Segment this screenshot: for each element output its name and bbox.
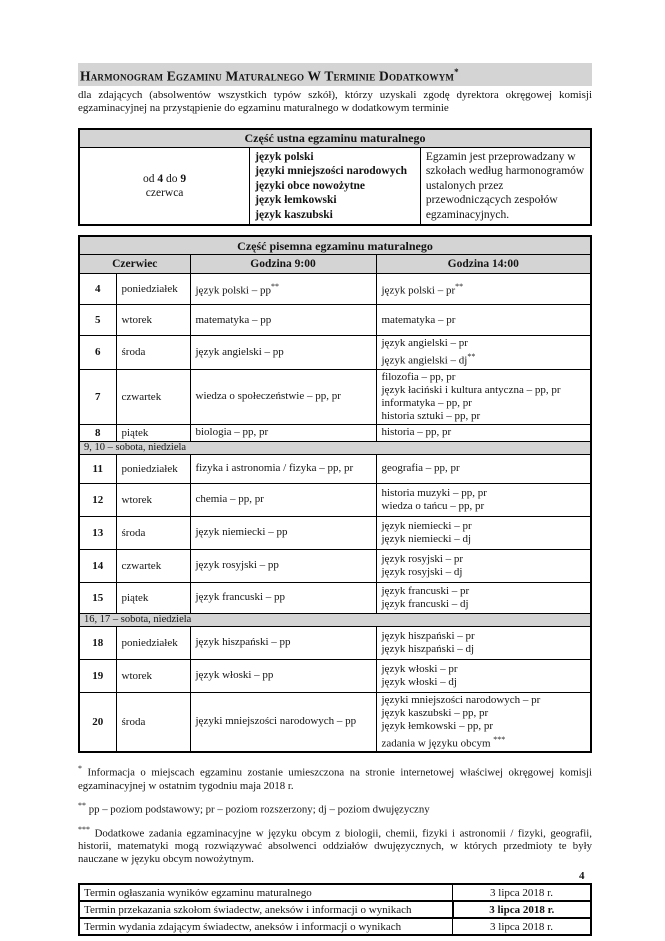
page-subtitle: dla zdających (absolwentów wszystkich typów szkół), którzy uzyskali zgodę dyrektora okręgowej komisji egzaminacyjnej na przystąpienie do egzaminu maturalnego w dodatkowym terminie <box>78 88 592 114</box>
subject-text: język rosyjski – pr <box>381 552 464 565</box>
subject-text: język hiszpański – pp <box>195 636 291 649</box>
column-header-morning: Godzina 9:00 <box>190 255 376 274</box>
date-word: do <box>166 172 178 185</box>
page-content <box>78 63 592 936</box>
column-header-afternoon: Godzina 14:00 <box>376 255 591 274</box>
weekday-cell: wtorek <box>116 305 190 336</box>
oral-subject: język polski <box>255 150 314 163</box>
weekday-cell: poniedziałek <box>116 454 190 483</box>
footnote-text: pp – poziom podstawowy; pr – poziom rozszerzony; dj – poziom dwujęzyczny <box>88 803 430 816</box>
exam-row <box>79 274 591 305</box>
morning-cell <box>190 483 376 516</box>
day-cell: 5 <box>79 305 116 336</box>
subject-text: język angielski – dj <box>381 354 468 367</box>
afternoon-cell <box>376 626 591 659</box>
subject-text: język włoski – pr <box>381 662 458 675</box>
result-label: Termin wydania zdającym świadectw, aneksów i informacji o wynikach <box>79 918 453 935</box>
morning-cell <box>190 274 376 305</box>
weekday-cell: wtorek <box>116 483 190 516</box>
subject-text: język polski – pr <box>381 284 456 297</box>
oral-table-title: Część ustna egzaminu maturalnego <box>79 129 591 148</box>
subject-text: język hiszpański – dj <box>381 642 475 655</box>
exam-row <box>79 582 591 613</box>
oral-table-header-row <box>79 129 591 148</box>
date-month: czerwca <box>145 186 184 199</box>
footnote-ref: ** <box>455 282 464 292</box>
exam-row <box>79 483 591 516</box>
exam-row <box>79 549 591 582</box>
subject-text: wiedza o tańcu – pp, pr <box>381 499 485 512</box>
footnote-ref: *** <box>493 734 506 744</box>
exam-row <box>79 369 591 424</box>
day-cell: 12 <box>79 483 116 516</box>
result-label: Termin przekazania szkołom świadectw, aneksów i informacji o wynikach <box>79 901 453 918</box>
day-cell: 18 <box>79 626 116 659</box>
afternoon-cell <box>376 369 591 424</box>
afternoon-cell <box>376 336 591 370</box>
footnote <box>78 762 592 793</box>
oral-subject: języki obce nowożytne <box>255 179 366 192</box>
subject-text: historia muzyki – pp, pr <box>381 486 487 499</box>
morning-cell <box>190 369 376 424</box>
exam-row <box>79 305 591 336</box>
oral-note-cell: Egzamin jest przeprowadzany w szkołach według harmonogramów ustalonych przez przewodniczących zespołów egzaminacyjnych. <box>420 147 591 225</box>
written-table-title: Część pisemna egzaminu maturalnego <box>79 236 591 255</box>
oral-table-body-row <box>79 147 591 225</box>
page-number: 4 <box>579 870 585 882</box>
afternoon-cell <box>376 454 591 483</box>
weekday-cell: środa <box>116 336 190 370</box>
footnote-text: Dodatkowe zadania egzaminacyjne w języku obcym z biologii, chemii, fizyki i astronomii / fizyki, geografii, historii, matematyki mogą rozwiązywać absolwenci oddziałów dwujęzycznych, w których przedmioty te były nauczane w języku obcym nowożytnym. <box>78 827 592 866</box>
result-row <box>79 901 591 918</box>
day-cell: 7 <box>79 369 116 424</box>
written-table-header-row <box>79 236 591 255</box>
subject-text: język łemkowski – pp, pr <box>381 719 494 732</box>
day-cell: 8 <box>79 424 116 441</box>
morning-cell <box>190 626 376 659</box>
oral-subject: język kaszubski <box>255 208 333 221</box>
afternoon-cell <box>376 549 591 582</box>
result-date: 3 lipca 2018 r. <box>453 884 592 901</box>
footnote-marker: *** <box>78 824 90 834</box>
morning-cell <box>190 582 376 613</box>
weekday-cell: wtorek <box>116 659 190 692</box>
exam-row <box>79 659 591 692</box>
morning-cell <box>190 692 376 752</box>
day-cell: 4 <box>79 274 116 305</box>
morning-cell <box>190 659 376 692</box>
weekend-band-label: 9, 10 – sobota, niedziela <box>79 441 591 454</box>
result-date: 3 lipca 2018 r. <box>453 918 592 935</box>
footnote-text: Informacja o miejscach egzaminu zostanie umieszczona na stronie internetowej właściwej okręgowej komisji egzaminacyjnej w ostatnim tygodniu maja 2018 r. <box>78 766 592 792</box>
footnote-ref: ** <box>270 282 279 292</box>
written-exam-table <box>78 235 592 753</box>
subject-text: język angielski – pr <box>381 337 468 349</box>
results-dates-table <box>78 883 592 936</box>
subject-text: język polski – pp <box>195 284 271 297</box>
date-day-from: 4 <box>157 172 164 185</box>
weekday-cell: piątek <box>116 582 190 613</box>
weekend-band <box>79 613 591 626</box>
day-cell: 6 <box>79 336 116 370</box>
afternoon-cell <box>376 692 591 752</box>
afternoon-cell <box>376 516 591 549</box>
weekday-cell: czwartek <box>116 369 190 424</box>
subject-text: języki mniejszości narodowych – pp <box>195 715 357 728</box>
weekday-cell: czwartek <box>116 549 190 582</box>
oral-subject: język łemkowski <box>255 194 337 206</box>
subject-text: język niemiecki – dj <box>381 532 471 545</box>
subject-text: chemia – pp, pr <box>195 493 264 506</box>
subject-text: filozofia – pp, pr <box>381 370 456 383</box>
footnote-ref: ** <box>467 352 476 361</box>
morning-cell <box>190 454 376 483</box>
day-cell: 19 <box>79 659 116 692</box>
subject-text: języki mniejszości narodowych – pr <box>381 693 541 706</box>
morning-cell <box>190 424 376 441</box>
afternoon-cell <box>376 483 591 516</box>
morning-cell <box>190 516 376 549</box>
subject-text: język łaciński i kultura antyczna – pp, pr <box>381 383 561 396</box>
morning-cell <box>190 305 376 336</box>
subject-text: informatyka – pp, pr <box>381 396 472 409</box>
title-footnote-marker: * <box>454 67 459 77</box>
date-word: od <box>143 172 155 185</box>
oral-subjects-cell <box>250 147 421 225</box>
footnote-marker: * <box>78 764 82 774</box>
weekday-cell: środa <box>116 516 190 549</box>
weekday-cell: poniedziałek <box>116 626 190 659</box>
afternoon-cell <box>376 305 591 336</box>
afternoon-cell <box>376 659 591 692</box>
subject-text: język hiszpański – pr <box>381 629 475 642</box>
weekend-band <box>79 441 591 454</box>
subject-text: język francuski – pp <box>195 591 285 604</box>
weekday-cell: piątek <box>116 424 190 441</box>
subject-text: biologia – pp, pr <box>195 426 269 439</box>
subject-text: język niemiecki – pp <box>195 526 288 539</box>
day-cell: 15 <box>79 582 116 613</box>
footnote <box>78 799 592 817</box>
oral-subject: języki mniejszości narodowych <box>255 165 407 177</box>
subject-text: język włoski – dj <box>381 675 457 688</box>
morning-cell <box>190 336 376 370</box>
afternoon-cell <box>376 424 591 441</box>
page-title <box>78 63 592 86</box>
subject-text: język francuski – dj <box>381 597 469 610</box>
column-header-month: Czerwiec <box>79 255 190 274</box>
day-cell: 20 <box>79 692 116 752</box>
subject-text: matematyka – pp <box>195 313 272 326</box>
day-cell: 13 <box>79 516 116 549</box>
subject-text: fizyka i astronomia / fizyka – pp, pr <box>195 462 354 475</box>
day-cell: 11 <box>79 454 116 483</box>
subject-text: język włoski – pp <box>195 669 274 682</box>
exam-row <box>79 516 591 549</box>
afternoon-cell <box>376 274 591 305</box>
result-row <box>79 884 591 901</box>
subject-text: matematyka – pr <box>381 313 456 326</box>
subject-text: język angielski – pp <box>195 345 284 358</box>
subject-text: język kaszubski – pp, pr <box>381 706 489 719</box>
day-cell: 14 <box>79 549 116 582</box>
exam-row <box>79 626 591 659</box>
subject-text: geografia – pp, pr <box>381 462 460 475</box>
subject-text: zadania w języku obcym <box>381 737 494 750</box>
oral-date-cell <box>79 147 250 225</box>
weekday-cell: środa <box>116 692 190 752</box>
date-day-to: 9 <box>180 172 187 185</box>
exam-row <box>79 424 591 441</box>
subject-text: historia – pp, pr <box>381 426 452 439</box>
exam-row <box>79 454 591 483</box>
result-label: Termin ogłaszania wyników egzaminu maturalnego <box>79 884 453 901</box>
weekday-cell: poniedziałek <box>116 274 190 305</box>
footnotes-section <box>78 762 592 866</box>
result-date: 3 lipca 2018 r. <box>453 901 592 918</box>
footnote-marker: ** <box>78 800 86 810</box>
exam-row <box>79 336 591 370</box>
oral-exam-table <box>78 128 592 227</box>
subject-text: język francuski – pr <box>381 584 470 597</box>
page-title-text: Harmonogram Egzaminu Maturalnego W Terminie Dodatkowym <box>80 68 455 84</box>
subject-text: język rosyjski – dj <box>381 565 463 578</box>
subject-text: historia sztuki – pp, pr <box>381 409 481 422</box>
weekend-band-label: 16, 17 – sobota, niedziela <box>79 613 591 626</box>
subject-text: język rosyjski – pp <box>195 559 279 572</box>
subject-text: wiedza o społeczeństwie – pp, pr <box>195 390 341 403</box>
morning-cell <box>190 549 376 582</box>
exam-row <box>79 692 591 752</box>
result-row <box>79 918 591 935</box>
subject-text: język niemiecki – pr <box>381 519 472 532</box>
written-table-columns-row <box>79 255 591 274</box>
footnote <box>78 823 592 867</box>
afternoon-cell <box>376 582 591 613</box>
